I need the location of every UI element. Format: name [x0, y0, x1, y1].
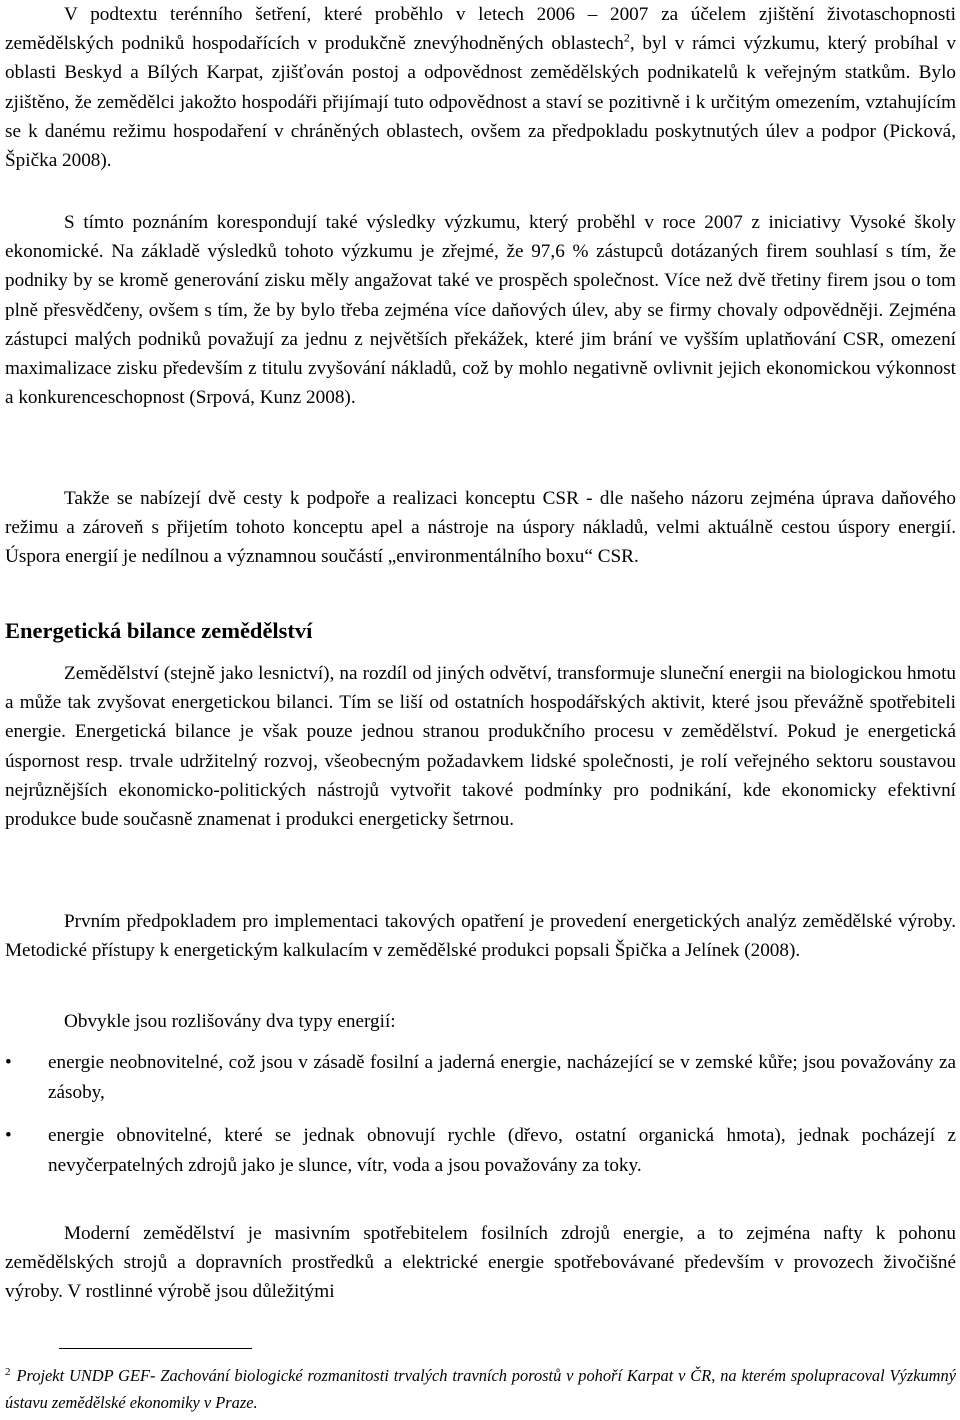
paragraph-1-text-b: , byl v rámci výzkumu, který probíhal v oblasti Beskyd a Bílých Karpat, zjišťován postoj a odpovědnost zemědělských podnikatelů k veřejným statkům. Bylo zjištěno, že zemědělci jakožto hospodáři přijímají tuto odpovědnost a staví se pozitivně i k určitým omezením, vztahujícím se k danému režimu hospodaření v chráněných oblastech, ovšem za předpokladu poskytnutých úlev a podpor (Picková, Špička 2008).: [5, 33, 956, 172]
paragraph-1-text-a: V podtextu terénního šetření, které proběhlo v letech 2006 – 2007 za účelem zjištění životaschopnosti zemědělských podniků hospodařících v produkčně znevýhodněných oblastech: [5, 4, 956, 55]
bullet-icon: •: [5, 1125, 12, 1146]
paragraph-2: S tímto poznáním korespondují také výsledky výzkumu, který proběhl v roce 2007 z iniciativy Vysoké školy ekonomické. Na základě výsledků tohoto výzkumu je zřejmé, že 97,6 % zástupců dotázaných firem souhlasí s tím, že podniky by se kromě generování zisku měly angažovat také ve prospěch společnost. Více než dvě třetiny firem jsou o tom plně přesvědčeny, ovšem s tím, že by bylo třeba zejména více daňových úlev, aby se firmy chovaly odpovědněji. Zejména zástupci malých podniků považují za jednu z největších překážek, které jim brání ve vyšším uplatňování CSR, omezení maximalizace zisku především z titulu zvyšování nákladů, což by mohlo negativně ovlivnit jejich ekonomickou výkonnost a konkurenceschopnost (Srpová, Kunz 2008).: [5, 212, 956, 409]
list-item-text: energie obnovitelné, které se jednak obnovují rychle (dřevo, ostatní organická hmota), jednak pocházejí z nevyčerpatelných zdrojů jako je slunce, vítr, voda a jsou považovány za toky.: [48, 1125, 956, 1176]
list-item-text: energie neobnovitelné, což jsou v zásadě fosilní a jaderná energie, nacházející se v zemské kůře; jsou považovány za zásoby,: [48, 1052, 956, 1103]
paragraph-7: Moderní zemědělství je masivním spotřebitelem fosilních zdrojů energie, a to zejména nafty k pohonu zemědělských strojů a dopravních prostředků a elektrické energie spotřebovávané především v provozech živočišné výroby. V rostlinné výrobě jsou důležitými: [5, 1223, 956, 1303]
footnote-text: Projekt UNDP GEF- Zachování biologické rozmanitosti trvalých travních porostů v pohoří Karpat v ČR, na kterém spolupracoval Výzkumný ústavu zemědělské ekonomiky v Praze.: [5, 1366, 956, 1412]
paragraph-1: [5, 0, 956, 175]
footnote-number: 2: [5, 1365, 11, 1378]
footnote-reference[interactable]: 2: [623, 30, 630, 45]
footnote: [5, 1362, 956, 1416]
list-item: [5, 1048, 956, 1108]
energy-types-list: [5, 1048, 956, 1181]
paragraph-4: Zemědělství (stejně jako lesnictví), na rozdíl od jiných odvětví, transformuje sluneční energii na biologickou hmotu a může tak zvyšovat energetickou bilanci. Tím se liší od ostatních hospodářských aktivit, které jsou převážně spotřebiteli energie. Energetická bilance je však pouze jednou stranou produkčního procesu v zemědělství. Pokud je energetická úspornost resp. trvale udržitelný rozvoj, všeobecným požadavkem lidské společnosti, je rolí veřejného sektoru soustavou nejrůznějších ekonomicko-politických nástrojů vytvořit takové podmínky pro podnikání, kde ekonomicky efektivní produkce bude současně znamenat i produkci energeticky šetrnou.: [5, 663, 956, 831]
footnote-separator: [59, 1348, 252, 1349]
list-item: [5, 1121, 956, 1181]
section-heading: Energetická bilance zemědělství: [5, 618, 313, 643]
paragraph-5: Prvním předpokladem pro implementaci takových opatření je provedení energetických analýz zemědělské výroby. Metodické přístupy k energetickým kalkulacím v zemědělské produkci popsali Špička a Jelínek (2008).: [5, 911, 956, 962]
bullet-icon: •: [5, 1052, 12, 1073]
paragraph-6: Obvykle jsou rozlišovány dva typy energií:: [64, 1011, 396, 1032]
paragraph-3: Takže se nabízejí dvě cesty k podpoře a realizaci konceptu CSR - dle našeho názoru zejména úprava daňového režimu a zároveň s přijetím tohoto konceptu apel a nástroje na úspory nákladů, velmi aktuálně cestou úspory energií. Úspora energií je nedílnou a významnou součástí „environmentálního boxu“ CSR.: [5, 488, 956, 568]
